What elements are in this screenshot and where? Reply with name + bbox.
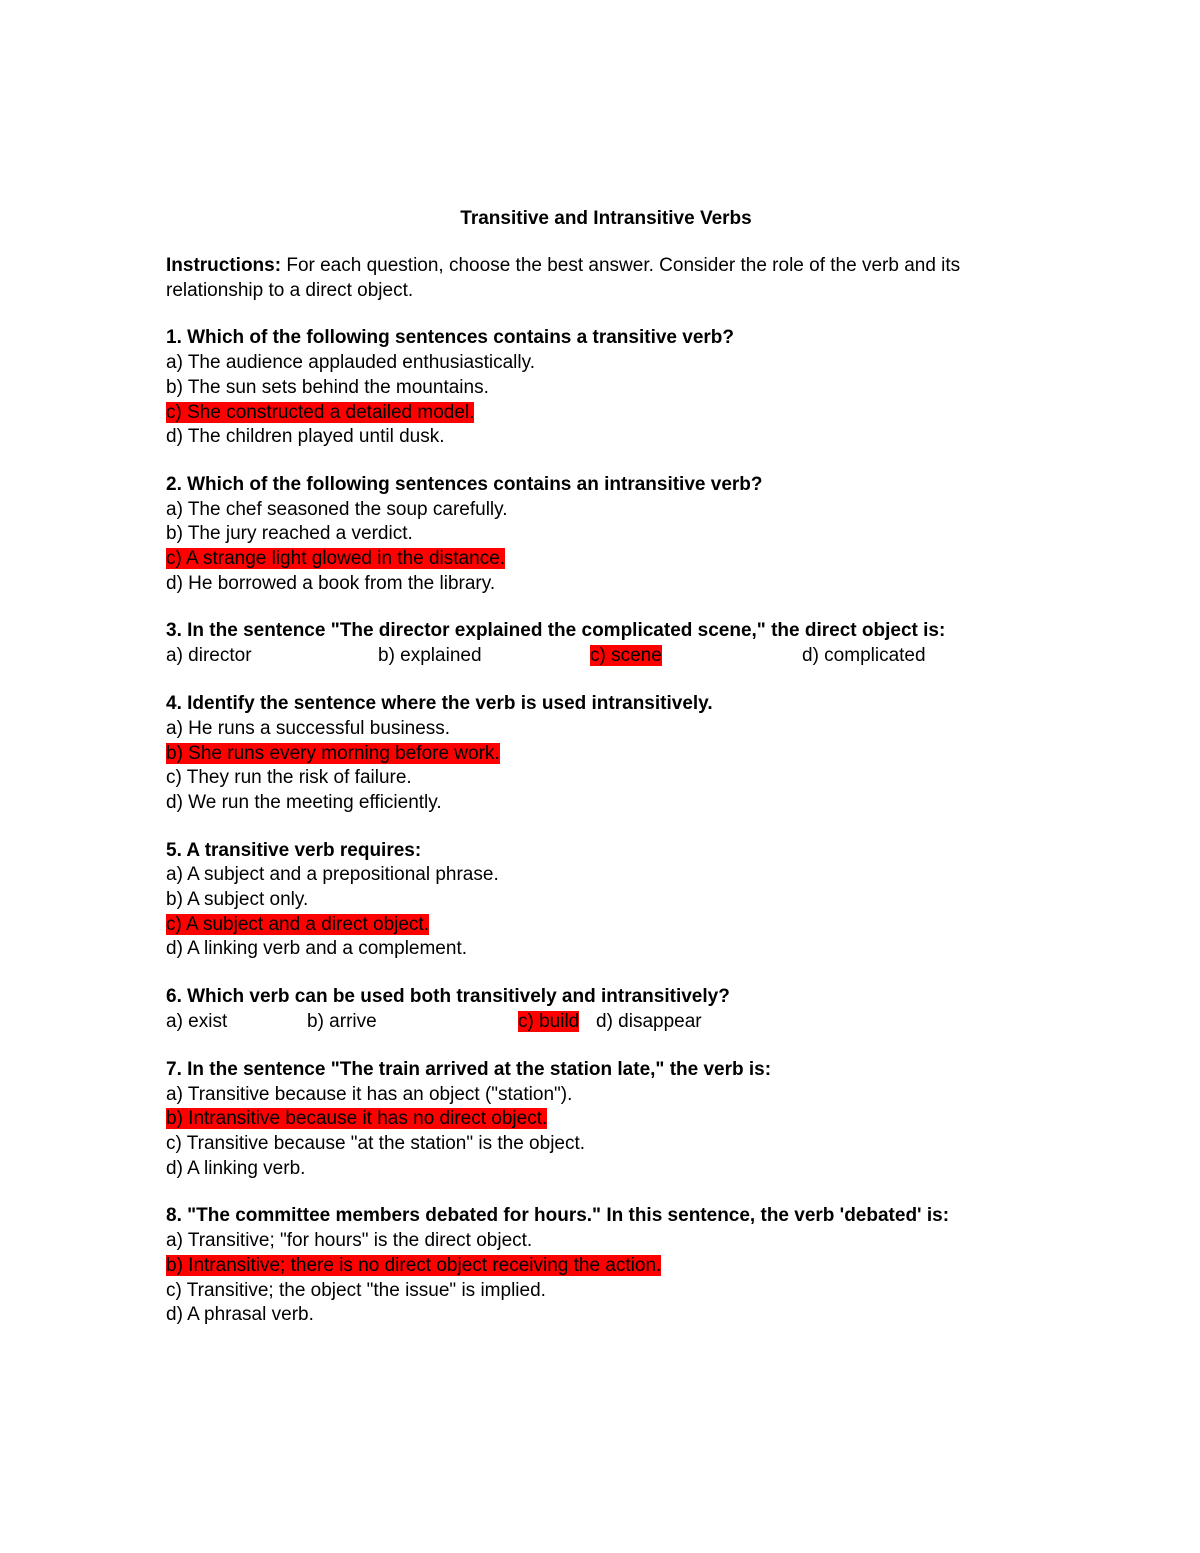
- answer-option: d) We run the meeting efficiently.: [166, 791, 442, 813]
- answer-option: a) Transitive because it has an object ("station").: [166, 1083, 573, 1105]
- question-prompt: 1. Which of the following sentences contains a transitive verb?: [166, 327, 734, 349]
- answer-options-row: [166, 644, 1046, 669]
- answer-option: d) complicated: [802, 645, 926, 667]
- answer-option: c) Transitive; the object "the issue" is implied.: [166, 1279, 546, 1301]
- answer-option: a) exist: [166, 1010, 228, 1032]
- question-6: [166, 985, 1046, 1035]
- answer-option-highlighted: c) build: [518, 1010, 580, 1032]
- question-1: [166, 326, 1046, 450]
- answer-option: b) The jury reached a verdict.: [166, 523, 413, 545]
- instructions-label: Instructions:: [166, 255, 282, 276]
- document-page: [166, 206, 1046, 1351]
- answer-option: a) He runs a successful business.: [166, 717, 451, 739]
- question-2: [166, 473, 1046, 597]
- answer-option: a) The audience applauded enthusiastically.: [166, 352, 535, 374]
- question-prompt: 6. Which verb can be used both transitively and intransitively?: [166, 986, 730, 1008]
- answer-option-highlighted: c) A strange light glowed in the distance.: [166, 548, 506, 570]
- answer-option: d) He borrowed a book from the library.: [166, 572, 496, 594]
- question-prompt: 4. Identify the sentence where the verb is used intransitively.: [166, 693, 713, 715]
- answer-option: c) Transitive because "at the station" is the object.: [166, 1132, 586, 1154]
- question-prompt: 8. "The committee members debated for hours." In this sentence, the verb 'debated' is:: [166, 1205, 950, 1227]
- answer-option: b) The sun sets behind the mountains.: [166, 376, 489, 398]
- question-prompt: 7. In the sentence "The train arrived at the station late," the verb is:: [166, 1058, 772, 1080]
- answer-option: d) A linking verb.: [166, 1157, 306, 1179]
- answer-option: b) A subject only.: [166, 889, 309, 911]
- question-prompt: 5. A transitive verb requires:: [166, 839, 422, 861]
- answer-option: a) A subject and a prepositional phrase.: [166, 864, 499, 886]
- answer-option: d) A phrasal verb.: [166, 1304, 314, 1326]
- instructions-paragraph: [166, 254, 1046, 303]
- answer-option: a) The chef seasoned the soup carefully.: [166, 498, 508, 520]
- answer-option-highlighted: c) A subject and a direct object.: [166, 913, 429, 935]
- question-7: [166, 1058, 1046, 1182]
- answer-option: b) arrive: [307, 1010, 377, 1032]
- question-4: [166, 692, 1046, 816]
- answer-option: c) They run the risk of failure.: [166, 767, 412, 789]
- answer-option-highlighted: c) scene: [590, 645, 662, 667]
- answer-option: a) director: [166, 645, 252, 667]
- answer-option: b) explained: [378, 645, 482, 667]
- question-8: [166, 1204, 1046, 1328]
- question-5: [166, 839, 1046, 963]
- answer-option-highlighted: c) She constructed a detailed model.: [166, 401, 475, 423]
- answer-option: d) The children played until dusk.: [166, 426, 445, 448]
- answer-option: a) Transitive; "for hours" is the direct object.: [166, 1230, 533, 1252]
- question-3: [166, 619, 1046, 669]
- answer-option-highlighted: b) Intransitive because it has no direct object.: [166, 1108, 548, 1130]
- answer-options-row: [166, 1010, 1046, 1035]
- question-prompt: 3. In the sentence "The director explained the complicated scene," the direct object is:: [166, 620, 946, 642]
- answer-option-highlighted: b) She runs every morning before work.: [166, 742, 500, 764]
- document-title: Transitive and Intransitive Verbs: [460, 208, 752, 229]
- question-prompt: 2. Which of the following sentences contains an intransitive verb?: [166, 473, 763, 495]
- answer-option: d) disappear: [596, 1010, 702, 1032]
- instructions-text: For each question, choose the best answer. Consider the role of the verb and its relationship to a direct object.: [166, 255, 961, 301]
- answer-option: d) A linking verb and a complement.: [166, 938, 468, 960]
- answer-option-highlighted: b) Intransitive; there is no direct object receiving the action.: [166, 1254, 662, 1276]
